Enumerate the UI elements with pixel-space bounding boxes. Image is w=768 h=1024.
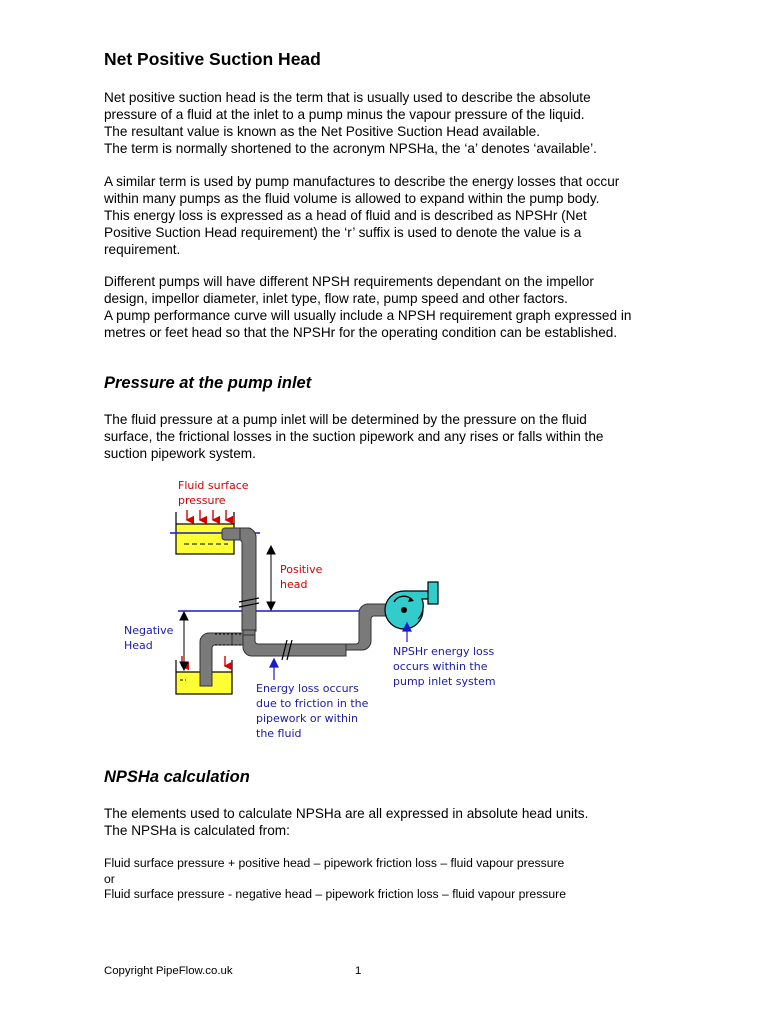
calc-paragraph <box>104 806 704 840</box>
text-line: design, impellor diameter, inlet type, flow rate, pump speed and other factors. <box>104 290 568 306</box>
section-heading-npsha-calculation: NPSHa calculation <box>104 768 250 786</box>
surface-pressure-arrows <box>187 510 226 520</box>
text-line: Net positive suction head is the term that is usually used to describe the absolute <box>104 90 591 105</box>
text-line: The term is normally shortened to the acronym NPSHa, the ‘a’ denotes ‘available’. <box>104 140 597 156</box>
label-negative-head: Negative Head <box>124 624 174 652</box>
footer-page-number: 1 <box>355 965 362 977</box>
text-line: pressure of a fluid at the inlet to a pump minus the vapour pressure of the liquid. <box>104 106 585 122</box>
text-line: A pump performance curve will usually include a NPSH requirement graph expressed in <box>104 307 632 323</box>
page-title: Net Positive Suction Head <box>104 49 321 69</box>
text-line: within many pumps as the fluid volume is allowed to expand within the pump body. <box>104 190 600 206</box>
intro-paragraph-1 <box>104 90 704 158</box>
text-line: The elements used to calculate NPSHa are all expressed in absolute head units. <box>104 806 589 821</box>
formula-line: Fluid surface pressure + positive head – pipework friction loss – fluid vapour pressure <box>104 856 565 870</box>
text-line: surface, the frictional losses in the suction pipework and any rises or falls within the <box>104 428 604 444</box>
label-npshr: NPSHr energy loss occurs within the pump inlet system <box>393 645 496 688</box>
inlet-paragraph <box>104 412 704 463</box>
text-line: This energy loss is expressed as a head of fluid and is described as NPSHr (Net <box>104 207 587 223</box>
text-line: suction pipework system. <box>104 445 256 461</box>
label-positive-head: Positive head <box>280 563 323 591</box>
text-line: A similar term is used by pump manufactures to describe the energy losses that occur <box>104 174 620 189</box>
energy-loss-pointer <box>270 659 278 680</box>
text-line: The fluid pressure at a pump inlet will be determined by the pressure on the fluid <box>104 412 587 427</box>
label-fluid-surface: Fluid surface pressure <box>178 479 249 507</box>
text-line: requirement. <box>104 241 181 257</box>
text-line: Positive Suction Head requirement) the ‘r’ suffix is used to denote the value is a <box>104 224 582 240</box>
intro-paragraph-2 <box>104 174 704 259</box>
text-line: Different pumps will have different NPSH requirements dependant on the impellor <box>104 274 594 289</box>
intro-paragraph-3 <box>104 274 704 342</box>
pump <box>385 582 438 629</box>
pump-suction-diagram <box>110 470 510 745</box>
footer-copyright: Copyright PipeFlow.co.uk <box>104 965 233 977</box>
text-line: The NPSHa is calculated from: <box>104 822 290 838</box>
label-energy-loss: Energy loss occurs due to friction in the pipework or within the fluid <box>256 682 369 740</box>
section-heading-pump-inlet: Pressure at the pump inlet <box>104 374 312 392</box>
negative-head-dimension <box>180 612 188 670</box>
formula-line: or <box>104 871 115 886</box>
text-line: metres or feet head so that the NPSHr for the operating condition can be established. <box>104 324 618 340</box>
upper-suction-pipe <box>222 528 390 656</box>
positive-head-dimension <box>267 546 275 610</box>
text-line: The resultant value is known as the Net Positive Suction Head available. <box>104 123 540 139</box>
formula-line: Fluid surface pressure - negative head – pipework friction loss – fluid vapour pressure <box>104 887 567 901</box>
npsha-formula <box>104 856 566 903</box>
